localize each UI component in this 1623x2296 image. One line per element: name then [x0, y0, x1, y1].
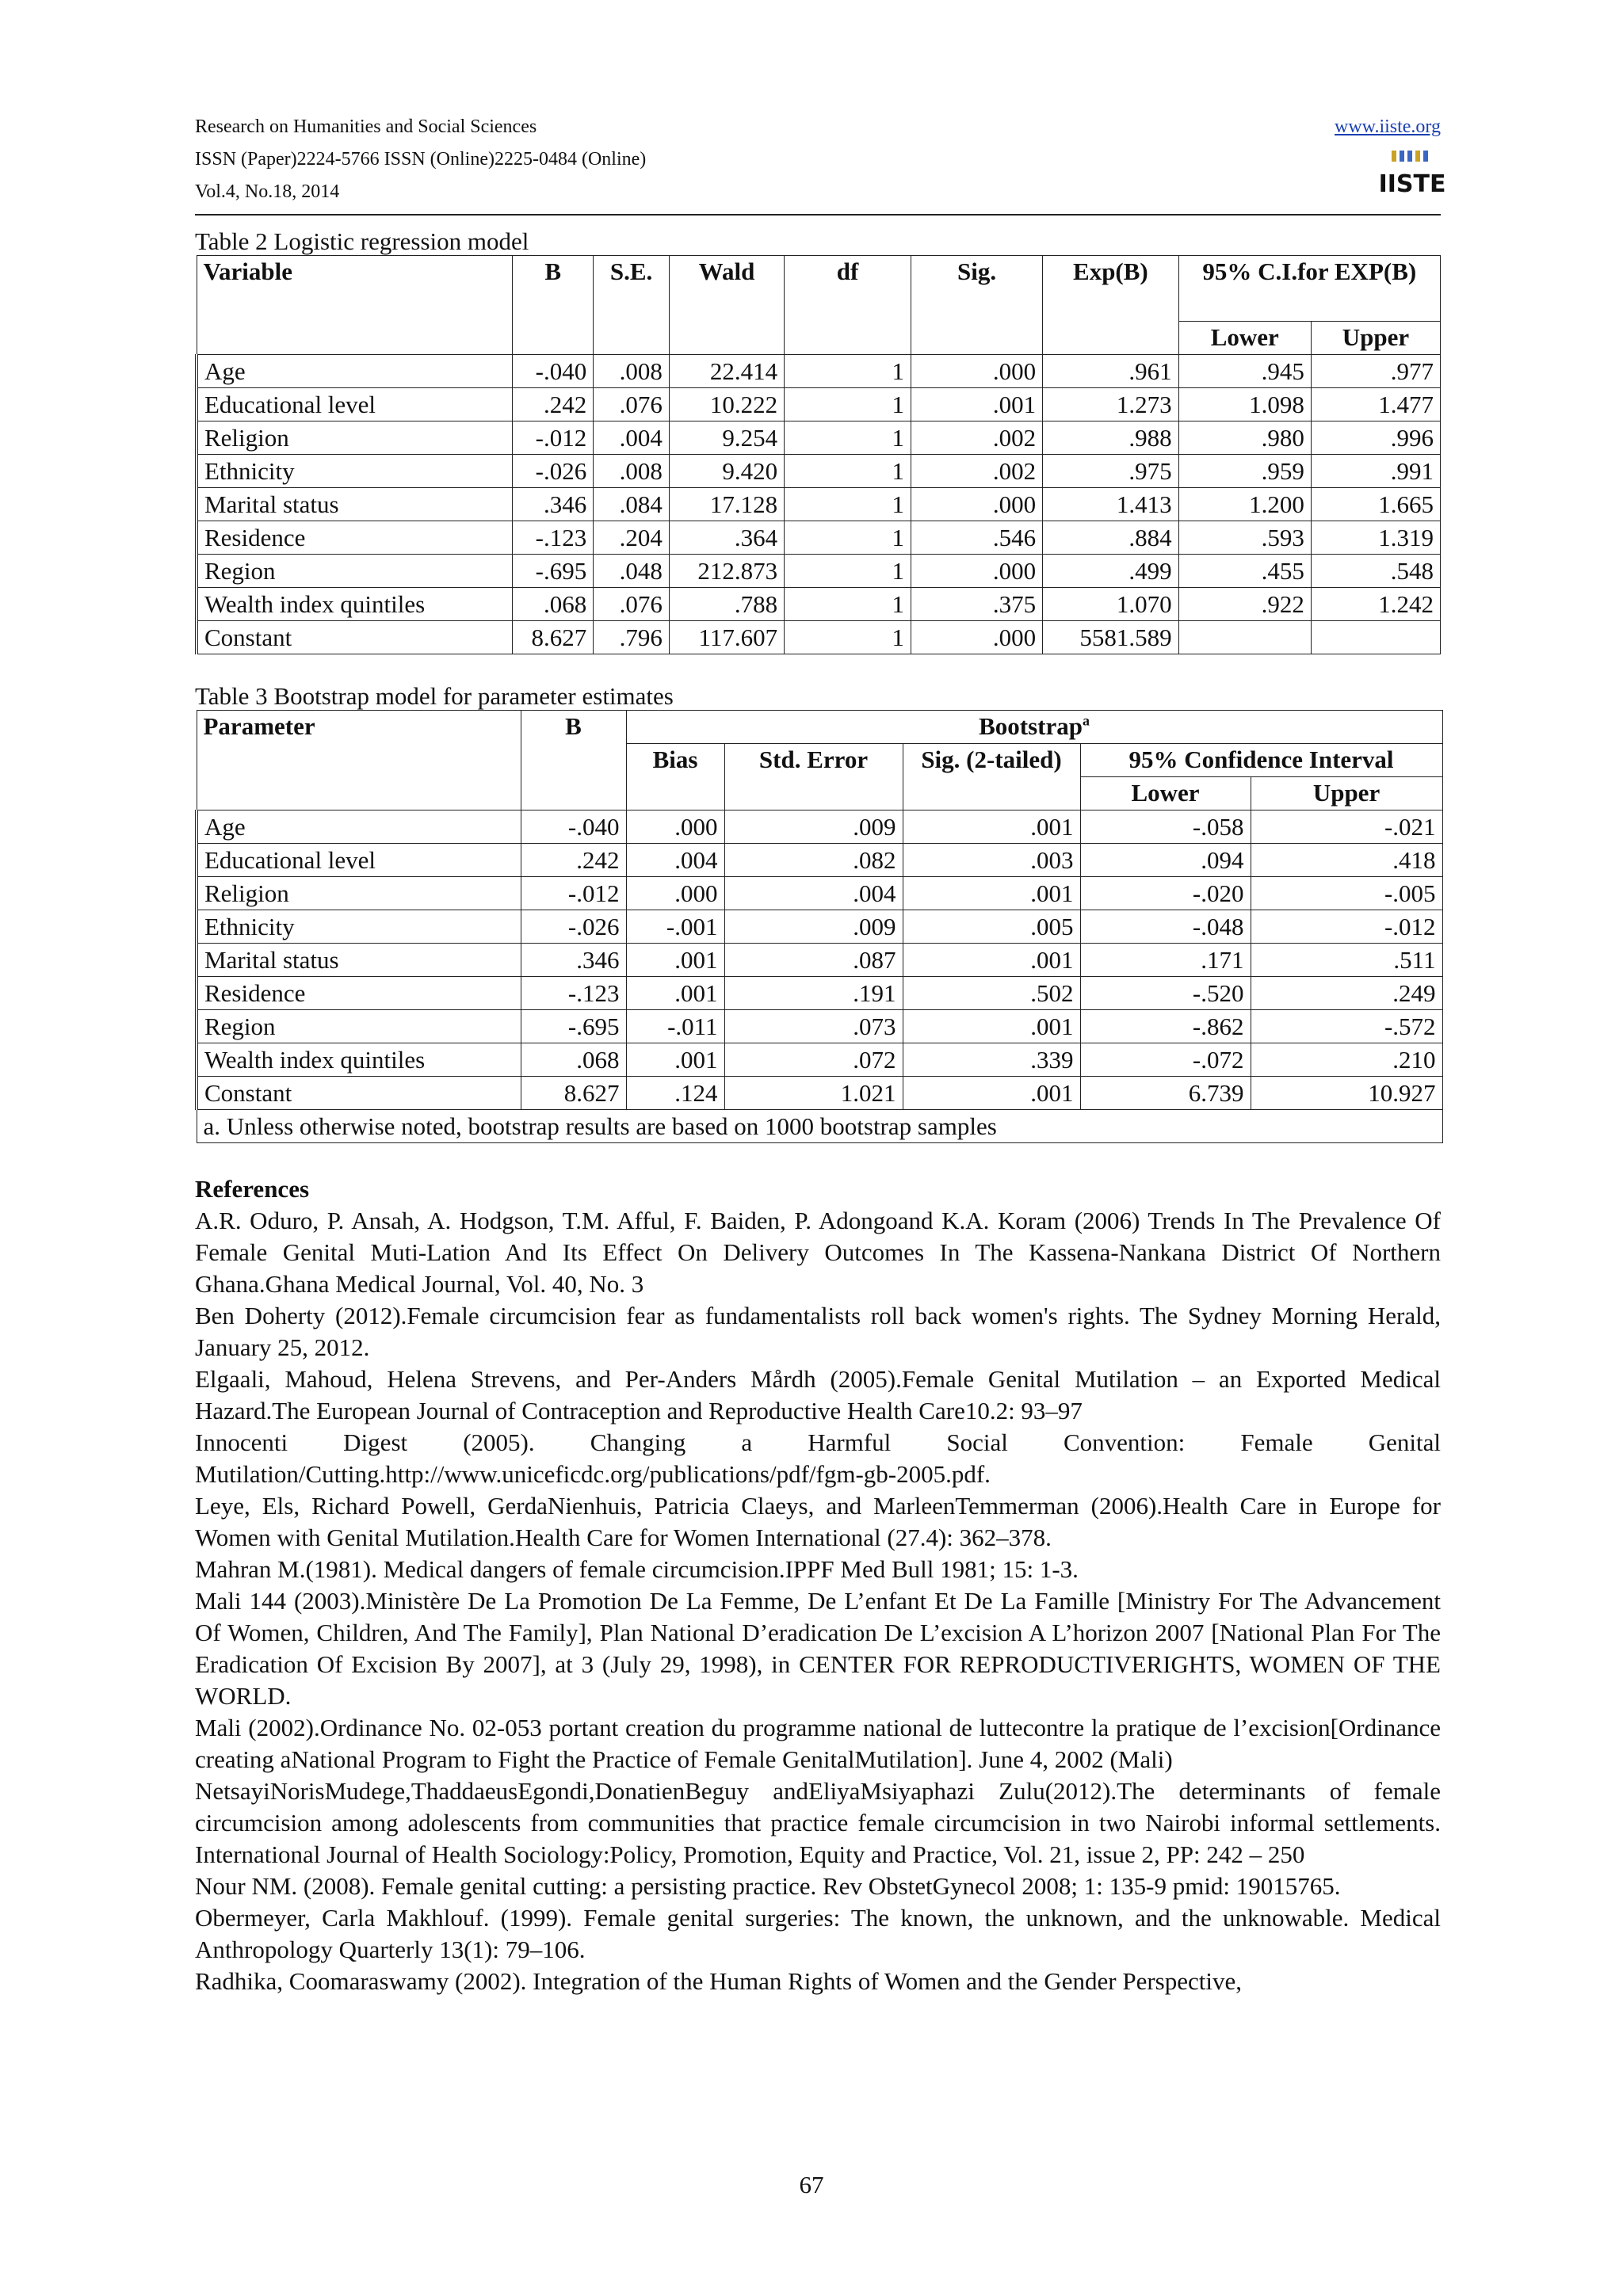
cell-value: -.040: [521, 810, 626, 844]
cell-value: 1: [785, 521, 911, 555]
cell-value: .008: [594, 455, 670, 488]
cell-value: 1: [785, 388, 911, 421]
cell-value: .000: [626, 810, 724, 844]
cell-value: .210: [1251, 1043, 1442, 1077]
row-label: Marital status: [197, 488, 513, 521]
cell-value: 1: [785, 588, 911, 621]
cell-value: .068: [513, 588, 594, 621]
reference-entry: Obermeyer, Carla Makhlouf. (1999). Female genital surgeries: The known, the unknown, and the unknowable. Medical Anthropology Quarterly 13(1): 79–106.: [195, 1904, 1441, 1963]
svg-text:IISTE: IISTE: [1378, 170, 1446, 198]
col-ci: 95% C.I.for EXP(B): [1178, 256, 1440, 322]
cell-value: .593: [1178, 521, 1311, 555]
cell-value: .008: [594, 355, 670, 388]
running-header: [195, 111, 1446, 219]
col-se: S.E.: [594, 256, 670, 355]
cell-value: -.026: [513, 455, 594, 488]
cell-value: .548: [1311, 555, 1440, 588]
cell-value: -.020: [1080, 877, 1251, 910]
col-df: df: [785, 256, 911, 355]
cell-value: -.012: [521, 877, 626, 910]
col-wald: Wald: [669, 256, 784, 355]
table2-row: [197, 521, 1441, 555]
table2-row: [197, 621, 1441, 654]
cell-value: .000: [626, 877, 724, 910]
cell-value: 1.477: [1311, 388, 1440, 421]
cell-value: .002: [911, 455, 1042, 488]
cell-value: 10.927: [1251, 1077, 1442, 1110]
footnote-marker: a: [1082, 712, 1090, 729]
cell-value: .124: [626, 1077, 724, 1110]
cell-value: .087: [724, 944, 903, 977]
cell-value: 22.414: [669, 355, 784, 388]
cell-value: 1: [785, 488, 911, 521]
reference-entry: Leye, Els, Richard Powell, GerdaNienhuis, Patricia Claeys, and MarleenTemmerman (2006).Health Care in Europe for Women with Genital Mutilation.Health Care for Women International (27.4): 362–378.: [195, 1492, 1441, 1551]
cell-value: .094: [1080, 844, 1251, 877]
cell-value: .001: [911, 388, 1042, 421]
cell-value: 1: [785, 421, 911, 455]
cell-value: 1: [785, 555, 911, 588]
cell-value: -.001: [626, 910, 724, 944]
cell-value: -.012: [1251, 910, 1442, 944]
cell-value: .364: [669, 521, 784, 555]
reference-entry: NetsayiNorisMudege,ThaddaeusEgondi,DonatienBeguy andEliyaMsiyaphazi Zulu(2012).The determinants of female circumcision among adolescents from communities that practice female circumcision in two Nairobi informal settlements. International Journal of Health Sociology:Policy, Promotion, Equity and Practice, Vol. 21, issue 2, PP: 242 – 250: [195, 1777, 1441, 1868]
row-label: Religion: [197, 421, 513, 455]
reference-entry: Ben Doherty (2012).Female circumcision fear as fundamentalists roll back women's rights. The Sydney Morning Herald, January 25, 2012.: [195, 1302, 1441, 1361]
reference-entry: Nour NM. (2008). Female genital cutting: a persisting practice. Rev ObstetGynecol 2008; 1: 135-9 pmid: 19015765.: [195, 1872, 1341, 1900]
cell-value: .001: [626, 1043, 724, 1077]
cell-value: .000: [911, 488, 1042, 521]
table2-body: [197, 355, 1441, 654]
cell-value: -.572: [1251, 1010, 1442, 1043]
page-number: 67: [799, 2171, 824, 2199]
cell-value: .000: [911, 555, 1042, 588]
cell-value: -.123: [521, 977, 626, 1010]
cell-value: .001: [626, 944, 724, 977]
row-label: Region: [197, 555, 513, 588]
references-heading: References: [195, 1175, 310, 1203]
cell-value: .001: [903, 1077, 1080, 1110]
cell-value: .788: [669, 588, 784, 621]
table2-row: [197, 355, 1441, 388]
col-upper: Upper: [1251, 777, 1442, 810]
cell-value: .796: [594, 621, 670, 654]
cell-value: .884: [1043, 521, 1178, 555]
table3-row: [197, 810, 1442, 844]
cell-value: 1: [785, 455, 911, 488]
cell-value: [1178, 621, 1311, 654]
table3-footnote: a. Unless otherwise noted, bootstrap results are based on 1000 bootstrap samples: [197, 1110, 1442, 1143]
table2-row: [197, 488, 1441, 521]
cell-value: .003: [903, 844, 1080, 877]
cell-value: .082: [724, 844, 903, 877]
reference-entry: Innocenti Digest (2005). Changing a Harmful Social Convention: Female Genital Mutilation/Cutting.http://www.uniceficdc.org/publications/pdf/fgm-gb-2005.pdf.: [195, 1428, 1441, 1488]
cell-value: 1: [785, 621, 911, 654]
journal-title: Research on Humanities and Social Sciences: [195, 116, 537, 137]
cell-value: -.123: [513, 521, 594, 555]
table3-row: [197, 910, 1442, 944]
cell-value: .001: [903, 1010, 1080, 1043]
cell-value: .511: [1251, 944, 1442, 977]
table2-row: [197, 455, 1441, 488]
table3-bootstrap: [195, 710, 1443, 1143]
cell-value: -.048: [1080, 910, 1251, 944]
cell-value: .084: [594, 488, 670, 521]
table3-row: [197, 944, 1442, 977]
cell-value: .048: [594, 555, 670, 588]
table2-row: [197, 421, 1441, 455]
table3-body: [197, 810, 1442, 1110]
cell-value: .068: [521, 1043, 626, 1077]
cell-value: -.005: [1251, 877, 1442, 910]
cell-value: -.695: [521, 1010, 626, 1043]
cell-value: .959: [1178, 455, 1311, 488]
cell-value: 117.607: [669, 621, 784, 654]
table2-row: [197, 388, 1441, 421]
table2-caption: Table 2 Logistic regression model: [195, 227, 529, 255]
table3-row: [197, 1077, 1442, 1110]
cell-value: .455: [1178, 555, 1311, 588]
cell-value: .005: [903, 910, 1080, 944]
table3-caption: Table 3 Bootstrap model for parameter estimates: [195, 682, 674, 710]
cell-value: 6.739: [1080, 1077, 1251, 1110]
col-parameter: Parameter: [197, 711, 521, 810]
cell-value: 1.665: [1311, 488, 1440, 521]
row-label: Residence: [197, 977, 521, 1010]
table3-row: [197, 1043, 1442, 1077]
cell-value: -.040: [513, 355, 594, 388]
col-sig-2tailed: Sig. (2-tailed): [903, 744, 1080, 810]
cell-value: 1: [785, 355, 911, 388]
cell-value: .991: [1311, 455, 1440, 488]
table2-logistic-regression: [195, 255, 1441, 654]
cell-value: 8.627: [513, 621, 594, 654]
cell-value: .009: [724, 910, 903, 944]
table3-row: [197, 977, 1442, 1010]
col-std-error: Std. Error: [724, 744, 903, 810]
cell-value: -.862: [1080, 1010, 1251, 1043]
row-label: Ethnicity: [197, 455, 513, 488]
cell-value: .072: [724, 1043, 903, 1077]
references-list: [195, 1205, 1441, 1997]
header-rule: [195, 214, 1441, 215]
cell-value: .004: [626, 844, 724, 877]
col-sig: Sig.: [911, 256, 1042, 355]
cell-value: .249: [1251, 977, 1442, 1010]
cell-value: 9.420: [669, 455, 784, 488]
cell-value: .375: [911, 588, 1042, 621]
cell-value: .242: [521, 844, 626, 877]
col-upper: Upper: [1311, 322, 1440, 355]
col-variable: Variable: [197, 256, 513, 355]
cell-value: .996: [1311, 421, 1440, 455]
col-expb: Exp(B): [1043, 256, 1178, 355]
cell-value: .191: [724, 977, 903, 1010]
cell-value: .076: [594, 588, 670, 621]
cell-value: .980: [1178, 421, 1311, 455]
cell-value: .975: [1043, 455, 1178, 488]
table3-row: [197, 877, 1442, 910]
cell-value: .546: [911, 521, 1042, 555]
issn-line: ISSN (Paper)2224-5766 ISSN (Online)2225-0484 (Online): [195, 149, 647, 170]
reference-entry: Mahran M.(1981). Medical dangers of female circumcision.IPPF Med Bull 1981; 15: 1-3.: [195, 1555, 1079, 1583]
col-b: B: [521, 711, 626, 810]
cell-value: .418: [1251, 844, 1442, 877]
row-label: Ethnicity: [197, 910, 521, 944]
col-lower: Lower: [1080, 777, 1251, 810]
cell-value: 1.070: [1043, 588, 1178, 621]
cell-value: .076: [594, 388, 670, 421]
cell-value: 1.319: [1311, 521, 1440, 555]
cell-value: .171: [1080, 944, 1251, 977]
cell-value: .009: [724, 810, 903, 844]
cell-value: .204: [594, 521, 670, 555]
cell-value: .945: [1178, 355, 1311, 388]
cell-value: .000: [911, 355, 1042, 388]
col-confidence-interval: 95% Confidence Interval: [1080, 744, 1442, 777]
cell-value: .988: [1043, 421, 1178, 455]
cell-value: .346: [513, 488, 594, 521]
cell-value: 17.128: [669, 488, 784, 521]
cell-value: 212.873: [669, 555, 784, 588]
volume-line: Vol.4, No.18, 2014: [195, 181, 340, 202]
cell-value: .961: [1043, 355, 1178, 388]
cell-value: -.520: [1080, 977, 1251, 1010]
cell-value: 1.242: [1311, 588, 1440, 621]
cell-value: -.695: [513, 555, 594, 588]
iiste-logo: [1378, 147, 1446, 198]
cell-value: -.058: [1080, 810, 1251, 844]
row-label: Residence: [197, 521, 513, 555]
cell-value: 1.098: [1178, 388, 1311, 421]
cell-value: -.012: [513, 421, 594, 455]
cell-value: .004: [594, 421, 670, 455]
cell-value: .001: [626, 977, 724, 1010]
cell-value: 1.413: [1043, 488, 1178, 521]
cell-value: .002: [911, 421, 1042, 455]
cell-value: .001: [903, 877, 1080, 910]
reference-entry: A.R. Oduro, P. Ansah, A. Hodgson, T.M. Afful, F. Baiden, P. Adongoand K.A. Koram (2006) Trends In The Prevalence Of Female Genital Muti-Lation And Its Effect On Delivery Outcomes In The Kassena-Nankana District Of Northern Ghana.Ghana Medical Journal, Vol. 40, No. 3: [195, 1207, 1441, 1298]
cell-value: -.026: [521, 910, 626, 944]
row-label: Constant: [197, 1077, 521, 1110]
col-b: B: [513, 256, 594, 355]
cell-value: -.021: [1251, 810, 1442, 844]
website-link[interactable]: www.iiste.org: [1335, 116, 1441, 137]
cell-value: 5581.589: [1043, 621, 1178, 654]
col-bias: Bias: [626, 744, 724, 810]
cell-value: -.072: [1080, 1043, 1251, 1077]
row-label: Educational level: [197, 388, 513, 421]
reference-entry: Radhika, Coomaraswamy (2002). Integration of the Human Rights of Women and the Gender Perspective,: [195, 1967, 1242, 1995]
cell-value: .922: [1178, 588, 1311, 621]
table2-row: [197, 555, 1441, 588]
col-lower: Lower: [1178, 322, 1311, 355]
cell-value: .499: [1043, 555, 1178, 588]
table3-row: [197, 844, 1442, 877]
cell-value: .001: [903, 944, 1080, 977]
cell-value: .242: [513, 388, 594, 421]
cell-value: 1.021: [724, 1077, 903, 1110]
row-label: Wealth index quintiles: [197, 1043, 521, 1077]
cell-value: [1311, 621, 1440, 654]
row-label: Age: [197, 355, 513, 388]
cell-value: .339: [903, 1043, 1080, 1077]
cell-value: .977: [1311, 355, 1440, 388]
cell-value: -.011: [626, 1010, 724, 1043]
row-label: Religion: [197, 877, 521, 910]
row-label: Region: [197, 1010, 521, 1043]
row-label: Wealth index quintiles: [197, 588, 513, 621]
cell-value: 8.627: [521, 1077, 626, 1110]
references-section: [195, 1173, 1441, 1997]
col-bootstrap: Bootstrap$^a$: [626, 711, 1442, 744]
reference-entry: Mali (2002).Ordinance No. 02-053 portant creation du programme national de luttecontre la pratique de l’excision[Ordinance creating aNational Program to Fight the Practice of Female GenitalMutilation]. June 4, 2002 (Mali): [195, 1714, 1441, 1773]
cell-value: 10.222: [669, 388, 784, 421]
cell-value: .073: [724, 1010, 903, 1043]
row-label: Constant: [197, 621, 513, 654]
cell-value: .001: [903, 810, 1080, 844]
table2-row: [197, 588, 1441, 621]
cell-value: .346: [521, 944, 626, 977]
row-label: Age: [197, 810, 521, 844]
row-label: Marital status: [197, 944, 521, 977]
table3-row: [197, 1010, 1442, 1043]
reference-entry: Mali 144 (2003).Ministère De La Promotion De La Femme, De L’enfant Et De La Famille [Ministry For The Advancement Of Women, Children, And The Family], Plan National D’eradication De L’excision A L’horizon 2007 [National Plan For The Eradication Of Excision By 2007], at 3 (July 29, 1998), in CENTER FOR REPRODUCTIVERIGHTS, WOMEN OF THE WORLD.: [195, 1587, 1441, 1710]
cell-value: .502: [903, 977, 1080, 1010]
cell-value: 1.273: [1043, 388, 1178, 421]
page: [195, 111, 1446, 1997]
cell-value: .000: [911, 621, 1042, 654]
row-label: Educational level: [197, 844, 521, 877]
cell-value: .004: [724, 877, 903, 910]
cell-value: 9.254: [669, 421, 784, 455]
cell-value: 1.200: [1178, 488, 1311, 521]
reference-entry: Elgaali, Mahoud, Helena Strevens, and Per-Anders Mårdh (2005).Female Genital Mutilation – an Exported Medical Hazard.The European Journal of Contraception and Reproductive Health Care10.2: 93–97: [195, 1365, 1441, 1425]
